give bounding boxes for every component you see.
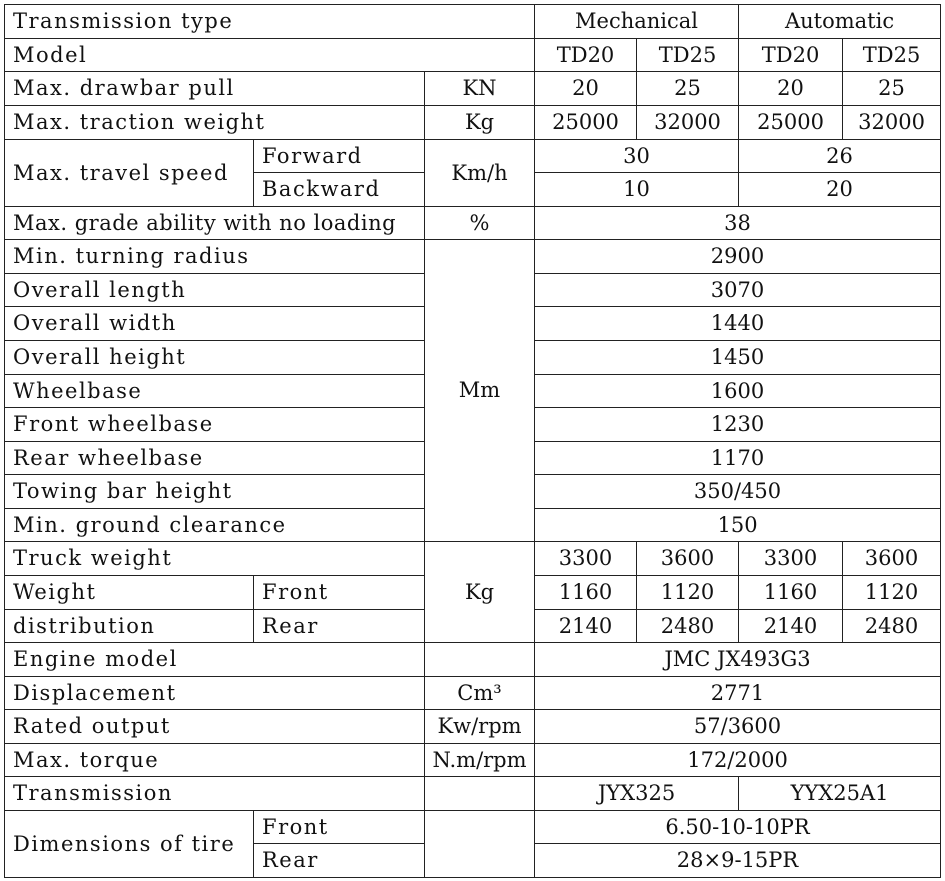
label-rear: Rear: [254, 610, 425, 643]
label-backward: Backward: [254, 173, 425, 207]
unit-cell: [425, 811, 535, 878]
value-cell: 57/3600: [535, 710, 941, 744]
value-cell: YYX25A1: [739, 777, 941, 811]
value-cell: 20: [535, 72, 637, 106]
label-front-wheelbase: Front wheelbase: [5, 408, 425, 442]
row-truck-weight: [5, 542, 941, 576]
unit-cell: Cm³: [425, 677, 535, 710]
unit-cell: Mm: [425, 240, 535, 542]
label-forward: Forward: [254, 140, 425, 173]
label-transmission-type: Transmission type: [5, 5, 535, 39]
value-cell: 6.50-10-10PR: [535, 811, 941, 844]
value-cell: 10: [535, 173, 739, 207]
label-tire-dimensions: Dimensions of tire: [5, 811, 254, 878]
unit-cell: Kg: [425, 542, 535, 643]
value-cell: 2480: [637, 610, 739, 643]
model-cell: TD20: [535, 39, 637, 72]
model-cell: TD20: [739, 39, 843, 72]
value-cell: 1120: [843, 576, 941, 610]
row-displacement: [5, 677, 941, 710]
label-ground-clearance: Min. ground clearance: [5, 509, 425, 542]
value-cell: 1230: [535, 408, 941, 442]
row-engine-model: [5, 643, 941, 677]
value-cell: 1600: [535, 375, 941, 408]
label-overall-length: Overall length: [5, 274, 425, 307]
value-cell: 150: [535, 509, 941, 542]
header-automatic: Automatic: [739, 5, 941, 39]
value-cell: 25: [637, 72, 739, 106]
label-towing-bar-height: Towing bar height: [5, 475, 425, 509]
label-truck-weight: Truck weight: [5, 542, 425, 576]
label-overall-width: Overall width: [5, 307, 425, 341]
value-cell: 3300: [535, 542, 637, 576]
label-drawbar-pull: Max. drawbar pull: [5, 72, 425, 106]
row-max-torque: [5, 744, 941, 777]
value-cell: 3300: [739, 542, 843, 576]
value-cell: JMC JX493G3: [535, 643, 941, 677]
value-cell: 3600: [843, 542, 941, 576]
unit-cell: N.m/rpm: [425, 744, 535, 777]
label-weight-distribution-line1: Weight: [5, 576, 254, 610]
label-engine-model: Engine model: [5, 643, 425, 677]
value-cell: JYX325: [535, 777, 739, 811]
value-cell: 1440: [535, 307, 941, 341]
value-cell: 1450: [535, 341, 941, 375]
value-cell: 3600: [637, 542, 739, 576]
value-cell: 1160: [739, 576, 843, 610]
label-transmission: Transmission: [5, 777, 425, 811]
value-cell: 2900: [535, 240, 941, 274]
label-turning-radius: Min. turning radius: [5, 240, 425, 274]
value-cell: 1160: [535, 576, 637, 610]
value-cell: 25000: [739, 106, 843, 140]
value-cell: 38: [535, 207, 941, 240]
label-front: Front: [254, 576, 425, 610]
label-weight-distribution-line2: distribution: [5, 610, 254, 643]
unit-cell: [425, 777, 535, 811]
model-cell: TD25: [637, 39, 739, 72]
row-grade-ability: [5, 207, 941, 240]
value-cell: 25: [843, 72, 941, 106]
label-grade-ability: Max. grade ability with no loading: [5, 207, 425, 240]
label-displacement: Displacement: [5, 677, 425, 710]
value-cell: 1170: [535, 442, 941, 475]
value-cell: 2771: [535, 677, 941, 710]
label-front: Front: [254, 811, 425, 844]
row-transmission: [5, 777, 941, 811]
value-cell: 20: [739, 173, 941, 207]
value-cell: 26: [739, 140, 941, 173]
value-cell: 1120: [637, 576, 739, 610]
row-drawbar-pull: [5, 72, 941, 106]
unit-cell: Kg: [425, 106, 535, 140]
value-cell: 2480: [843, 610, 941, 643]
row-model: [5, 39, 941, 72]
label-rated-output: Rated output: [5, 710, 425, 744]
label-wheelbase: Wheelbase: [5, 375, 425, 408]
value-cell: 3070: [535, 274, 941, 307]
unit-cell: Km/h: [425, 140, 535, 207]
label-travel-speed: Max. travel speed: [5, 140, 254, 207]
header-mechanical: Mechanical: [535, 5, 739, 39]
unit-cell: KN: [425, 72, 535, 106]
row-rated-output: [5, 710, 941, 744]
row-traction-weight: [5, 106, 941, 140]
label-rear: Rear: [254, 844, 425, 878]
value-cell: 32000: [637, 106, 739, 140]
value-cell: 2140: [739, 610, 843, 643]
value-cell: 172/2000: [535, 744, 941, 777]
unit-cell: %: [425, 207, 535, 240]
model-cell: TD25: [843, 39, 941, 72]
label-max-torque: Max. torque: [5, 744, 425, 777]
row-turning-radius: [5, 240, 941, 274]
row-travel-speed-forward: [5, 140, 941, 173]
label-rear-wheelbase: Rear wheelbase: [5, 442, 425, 475]
row-tire-front: [5, 811, 941, 844]
value-cell: 28×9-15PR: [535, 844, 941, 878]
value-cell: 20: [739, 72, 843, 106]
value-cell: 32000: [843, 106, 941, 140]
label-model: Model: [5, 39, 535, 72]
row-transmission-type: [5, 5, 941, 39]
spec-table: [4, 4, 941, 878]
value-cell: 2140: [535, 610, 637, 643]
value-cell: 350/450: [535, 475, 941, 509]
unit-cell: Kw/rpm: [425, 710, 535, 744]
label-traction-weight: Max. traction weight: [5, 106, 425, 140]
label-overall-height: Overall height: [5, 341, 425, 375]
unit-cell: [425, 643, 535, 677]
value-cell: 25000: [535, 106, 637, 140]
value-cell: 30: [535, 140, 739, 173]
